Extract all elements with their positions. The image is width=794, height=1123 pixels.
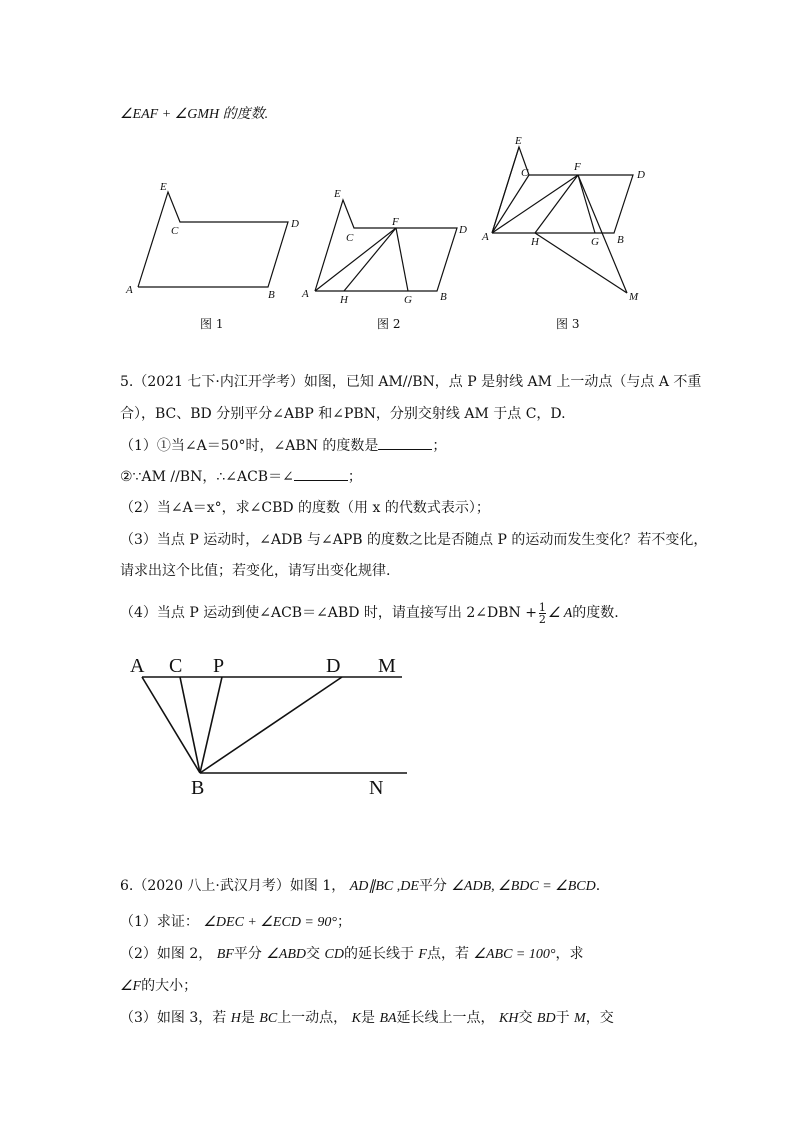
half-fraction (539, 602, 546, 625)
q6-sub1-math: ∠DEC + ∠ECD = 90° (203, 915, 337, 930)
q6-line1-math1: AD∥BC ,DE (349, 879, 419, 894)
fig3-shape (492, 147, 633, 233)
fig3-line-ac (492, 175, 529, 233)
q5-sub1b-prefix: ②∵AM //BN，∴∠ACB＝∠ (120, 469, 294, 485)
q5-sub3a: （3）当点 P 运动时，∠ADB 与∠APB 的度数之比是否随点 P 的运动而发生变化？若不变化， (120, 532, 708, 548)
fig3-label-g: G (591, 236, 599, 248)
q6-sub2-t4: 点，若 (426, 946, 469, 962)
q5-sub4-plus: + (525, 605, 537, 621)
q6-sub3-m3: K (351, 1011, 361, 1026)
q6-sub3-m7: M (574, 1011, 586, 1026)
q6-line1-prefix: 6.（2020 八上·武汉月考）如图 1， (120, 878, 346, 894)
fig3-line-hm (535, 233, 627, 293)
q6-sub2 (120, 944, 583, 965)
q6-sub1-prefix: （1）求证： (120, 914, 199, 930)
q6-sub3-t4: 延长线上一点， (396, 1010, 495, 1026)
q6-sub3-m1: H (230, 1011, 241, 1026)
q6-sub2-m1: BF (216, 947, 234, 962)
q6-sub3-t2: 上一动点， (277, 1010, 348, 1026)
q5-sub4 (120, 600, 619, 627)
q6-sub3-m5: KH (499, 1011, 519, 1026)
q5-label-b: B (191, 777, 205, 799)
q5-sub1a-suffix: ； (432, 438, 447, 454)
fig2-line-fg (396, 228, 408, 291)
segment-ab (142, 677, 200, 773)
q5-sub3b: 请求出这个比值；若变化，请写出变化规律. (120, 563, 391, 579)
q6-sub2-t3: 的延长线于 (343, 946, 414, 962)
fig3-line-fg (578, 175, 595, 233)
q6-sub1-suffix: ； (336, 914, 351, 930)
fig2-shape (315, 200, 457, 291)
fig3-label-f: F (574, 161, 581, 173)
q6-line1-end: . (595, 878, 601, 894)
q6-sub2b-math: ∠F (120, 979, 142, 994)
q5-sub1a-prefix: （1）①当∠A＝50°时，∠ABN 的度数是 (120, 438, 379, 454)
segment-bd (200, 677, 342, 773)
fig2-label-h: H (340, 294, 348, 306)
fig1-label-c: C (171, 225, 179, 237)
fig3-label-b: B (617, 234, 624, 246)
q6-line1 (120, 876, 600, 897)
q6-sub3-t3: 是 (360, 1010, 375, 1026)
fig3-label-d: D (637, 169, 645, 181)
fig3-line-ae (492, 147, 519, 233)
fig1-label-b: B (268, 289, 275, 301)
fig2-label-c: C (346, 232, 354, 244)
fig3-line-af (492, 175, 578, 233)
fig1-label-e: E (160, 181, 167, 193)
segment-bp (200, 677, 222, 773)
q5-label-c: C (169, 655, 183, 677)
q6-sub2-m4: F (418, 947, 427, 962)
segment-bc (180, 677, 200, 773)
q6-sub3-t7: ，交 (585, 1010, 614, 1026)
q6-sub2-t5: ，求 (555, 946, 584, 962)
q6-sub3 (120, 1008, 614, 1029)
q5-sub4-angle: ∠ A (547, 606, 573, 621)
q5-label-n: N (369, 777, 384, 799)
fig1-caption: 图 1 (200, 317, 224, 331)
q5-label-a: A (130, 655, 145, 677)
fig2-label-e: E (334, 188, 341, 200)
fig2-label-g: G (404, 294, 412, 306)
q6-sub2b (120, 976, 197, 997)
answer-blank (378, 436, 432, 450)
q6-sub2-m2: ∠ABD (266, 947, 307, 962)
q6-sub3-t5: 交 (518, 1010, 533, 1026)
answer-blank (294, 467, 348, 481)
fig2-label-a: A (302, 288, 309, 300)
fig2-line-af (315, 228, 396, 291)
q6-sub3-m2: BC (259, 1011, 278, 1026)
q6-line1-mid: 平分 (418, 878, 447, 894)
q5-sub1b-suffix: ； (347, 469, 362, 485)
q6-sub2-m5: ∠ABC = 100° (473, 947, 556, 962)
fig3-line-hf (535, 175, 578, 233)
fig3-caption: 图 3 (556, 317, 580, 331)
q6-sub3-m4: BA (379, 1011, 397, 1026)
fig3-label-a: A (482, 231, 489, 243)
fig1-label-d: D (291, 218, 299, 230)
q6-sub3-t6: 于 (555, 1010, 570, 1026)
q5-label-p: P (213, 655, 225, 677)
q5-figure (120, 652, 420, 802)
fig1-shape (138, 192, 288, 287)
figures-row (0, 130, 794, 330)
q6-sub3-t1: 是 (240, 1010, 255, 1026)
q6-sub2-t1: 平分 (233, 946, 262, 962)
q6-sub2-prefix: （2）如图 2， (120, 946, 213, 962)
fig3-label-m: M (629, 291, 639, 303)
top-line-text: ∠EAF + ∠GMH 的度数. (120, 107, 269, 122)
q5-sub2: （2）当∠A＝x°，求∠CBD 的度数（用 x 的代数式表示）； (120, 500, 490, 516)
fraction-numerator: 1 (538, 600, 546, 614)
q5-sub1a (120, 436, 446, 456)
q6-sub3-m6: BD (536, 1011, 556, 1026)
q6-sub2-t2: 交 (306, 946, 321, 962)
fig3-label-h: H (531, 236, 539, 248)
fig2-label-f: F (392, 216, 399, 228)
q6-sub2-m3: CD (324, 947, 344, 962)
q5-line1: 5.（2021 七下·内江开学考）如图，已知 AM//BN，点 P 是射线 AM 上一动点（与点 A 不重 (120, 374, 702, 390)
q6-sub3-prefix: （3）如图 3，若 (120, 1010, 227, 1026)
q5-sub4-suffix: 的度数. (572, 605, 619, 621)
q5-sub4-prefix: （4）当点 P 运动到使∠ACB＝∠ABD 时，请直接写出 2∠DBN (120, 605, 521, 621)
q5-label-m: M (378, 655, 396, 677)
fraction-denominator: 2 (538, 612, 546, 626)
q6-sub2b-text: 的大小； (141, 978, 198, 994)
top-line (120, 104, 268, 125)
q5-label-d: D (326, 655, 341, 677)
fig2-label-b: B (440, 291, 447, 303)
fig2-label-d: D (459, 224, 467, 236)
fig1-label-a: A (126, 284, 133, 296)
q5-line2: 合），BC、BD 分别平分∠ABP 和∠PBN，分别交射线 AM 于点 C，D. (120, 406, 566, 422)
fig3-label-e: E (515, 135, 522, 147)
q5-sub1b (120, 467, 362, 487)
q6-line1-math2: ∠ADB, ∠BDC = ∠BCD (451, 879, 596, 894)
fig2-caption: 图 2 (377, 317, 401, 331)
fig3-label-c: C (521, 167, 529, 179)
q6-sub1 (120, 912, 351, 933)
